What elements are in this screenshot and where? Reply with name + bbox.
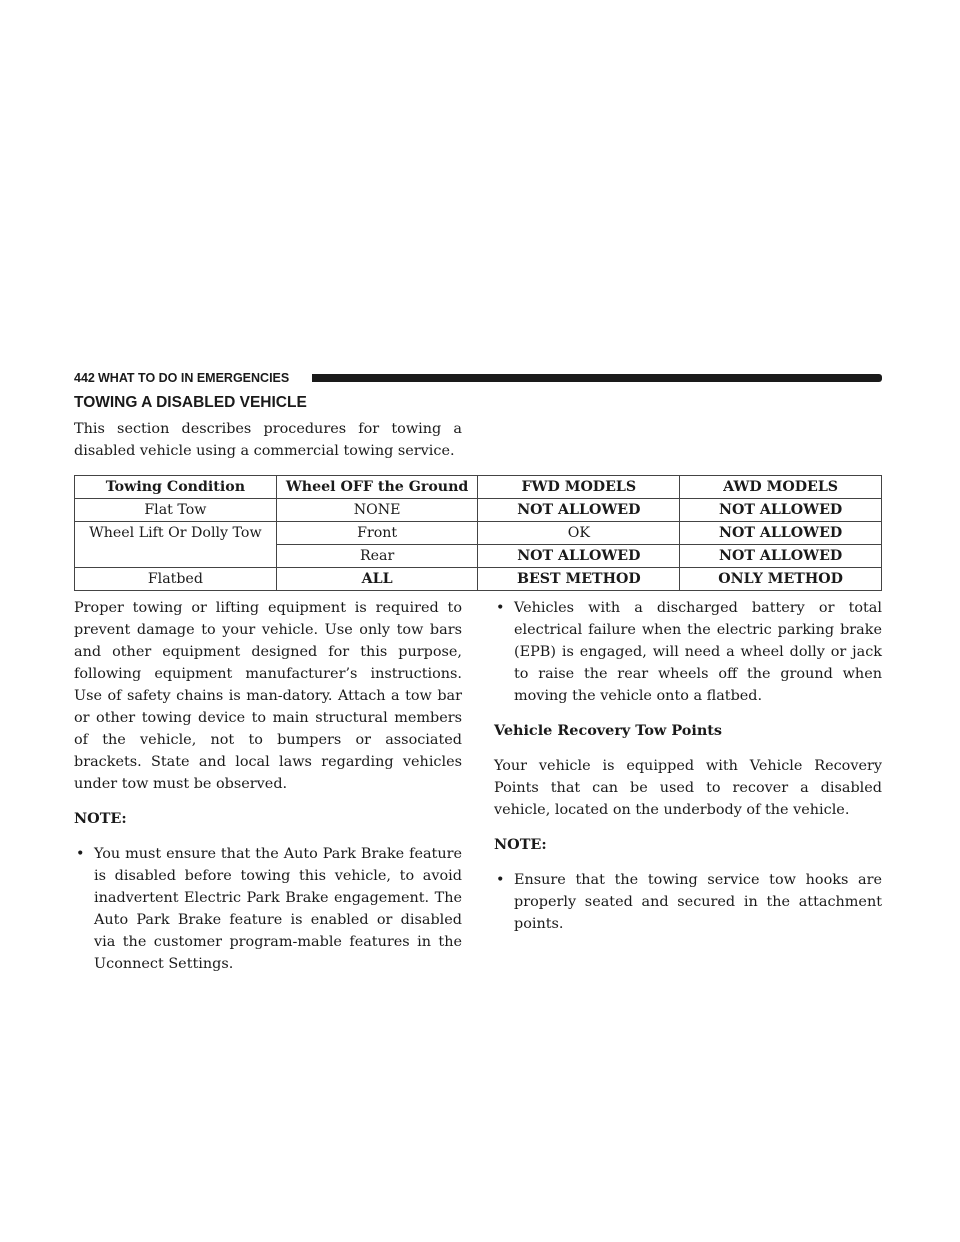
towing-table xyxy=(74,475,882,591)
page-number: 442 xyxy=(74,371,95,385)
table-cell: NOT ALLOWED xyxy=(680,545,882,568)
bullet-text: You must ensure that the Auto Park Brake feature is disabled before towing this vehicle, to avoid inadvertent Electric Park Brake engagement. The Auto Park Brake feature is enabled or disabled via the customer program-mable features in the Uconnect Settings. xyxy=(94,846,462,972)
table-header-row xyxy=(75,476,882,499)
table-cell: ONLY METHOD xyxy=(680,568,882,591)
intro-paragraph: This section describes procedures for towing a disabled vehicle using a commercial towing service. xyxy=(74,421,462,459)
bullet-icon: • xyxy=(496,600,505,616)
table-cell: NOT ALLOWED xyxy=(680,499,882,522)
table-cell: NOT ALLOWED xyxy=(680,522,882,545)
note-label: NOTE: xyxy=(74,810,127,827)
page-heading: TOWING A DISABLED VEHICLE xyxy=(74,394,307,411)
table-header-cell: Towing Condition xyxy=(75,476,277,499)
table-row xyxy=(75,522,882,545)
table-cell: NONE xyxy=(276,499,478,522)
table-header-cell: FWD MODELS xyxy=(478,476,680,499)
recovery-points-paragraph: Your vehicle is equipped with Vehicle Recovery Points that can be used to recover a disabled vehicle, located on the underbody of the vehicle. xyxy=(494,758,882,818)
table-cell: Rear xyxy=(276,545,478,568)
bullet-text: Ensure that the towing service tow hooks are properly seated and secured in the attachment points. xyxy=(514,872,882,932)
left-column xyxy=(74,597,462,975)
note-label: NOTE: xyxy=(494,836,547,853)
table-row xyxy=(75,499,882,522)
table-row xyxy=(75,568,882,591)
list-item xyxy=(494,869,882,935)
towing-equipment-paragraph: Proper towing or lifting equipment is required to prevent damage to your vehicle. Use only tow bars and other equipment designed for this purpose, following equipment manufacturer’s instructions. Use of safety chains is man-datory. Attach a tow bar or other towing device to main structural members of the vehicle, not to bumpers or associated brackets. State and local laws regarding vehicles under tow must be observed. xyxy=(74,600,462,792)
table-cell: NOT ALLOWED xyxy=(478,499,680,522)
header-rule xyxy=(312,374,882,382)
table-cell: NOT ALLOWED xyxy=(478,545,680,568)
table-cell: ALL xyxy=(276,568,478,591)
bullet-icon: • xyxy=(76,846,85,862)
right-column xyxy=(494,597,882,935)
table-header-cell: AWD MODELS xyxy=(680,476,882,499)
subheading: Vehicle Recovery Tow Points xyxy=(494,722,723,739)
list-item xyxy=(74,843,462,975)
list-item xyxy=(494,597,882,707)
running-section-title: WHAT TO DO IN EMERGENCIES xyxy=(98,371,290,385)
table-cell: Flat Tow xyxy=(75,499,277,522)
table-cell: OK xyxy=(478,522,680,545)
table-cell: Flatbed xyxy=(75,568,277,591)
bullet-icon: • xyxy=(496,872,505,888)
table-cell: Wheel Lift Or Dolly Tow xyxy=(75,522,277,568)
table-cell: BEST METHOD xyxy=(478,568,680,591)
running-header xyxy=(74,370,882,386)
table-header-cell: Wheel OFF the Ground xyxy=(276,476,478,499)
table-cell: Front xyxy=(276,522,478,545)
bullet-text: Vehicles with a discharged battery or total electrical failure when the electric parking brake (EPB) is engaged, will need a wheel dolly or jack to raise the rear wheels off the ground when moving the vehicle onto a flatbed. xyxy=(514,600,882,704)
